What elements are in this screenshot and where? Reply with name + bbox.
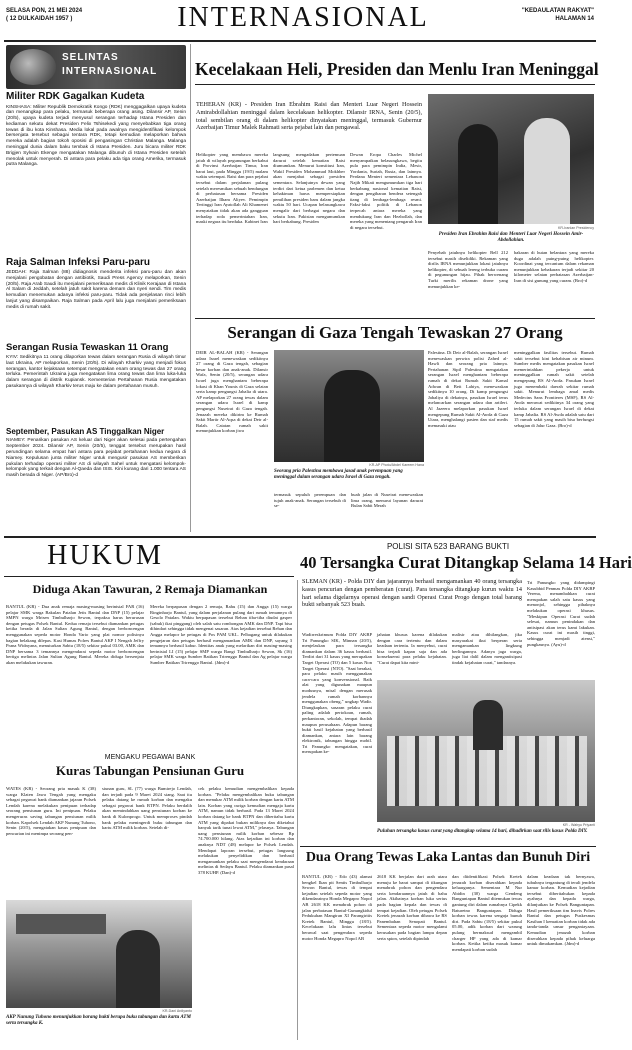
gaza-col-1: DEIR AL-BALAH (KR) - Serangan udara Israel menewaskan sedikitnya 27 orang di Gaza tengah, sebagian besar korban dan anak-anak. Dilansir Wafa, Senin (20/5), serangan udara Israel juga menghantam beberapa lokasi di Khan Younis di Gaza selatan serta kamp pengungsi Jabalia di utara. AP melaporkan 27 orang tewas dalam serangan udara Israel di kamp pengungsi Nuseirat di Gaza tengah. Jenazah mereka dikirim ke Rumah Sakit Martir Al-Aqsa di dekat Deir al-Balah. Catatan rumah sakit menunjukkan korban jiwa (196, 350, 268, 434)
curat-photo-caption: Puluhan tersangka kasus curat yang ditangkap selama 14 hari, dihadirkan saat rilis kasus Polda DIY. (377, 829, 588, 834)
curat-photo (377, 680, 595, 822)
selintas-1-body: KINSHASA: Militer Republik Demokratik Kongo (RDK) menggagalkan upaya kudeta dan menangkap para pelaku, termasuk beberapa orang asing. Dilansir AP, Senin (20/5), upaya kudeta terjadi menyusul serangan terhadap Istana Presiden dan kediaman sekutu dekat Presiden Felix Tshisekedi yang menyebabkan tiga orang tewas di ibu kota Kinshasa. Media lokal pada awalnya mengidentifikasi kelompok bersenjata tersebut sebagai tentara RDK, tetapi kemudian melaporkan bahwa mereka adalah bagian tokoh oposisi di pengasingan Christian Malanga. Malanga meninggal dunia dalam baku tembak di Istana Presiden. Juru bicara militer RDK Brigjen Sylvain Ekenge mengatakan Malanga dibunuh di Istana Presiden setelah menolak untuk menyerah. Di antara para pelaku ada tiga orang Amerika, termasuk putra Malanga. (6, 104, 186, 168)
selintas-2-body: JEDDAH: Raja Salman (88) didiagnosis menderita infeksi paru-paru dan akan menjalani pengobatan dengan antibiotik, Saudi Press Agency melaporkan, Senin (20/5). Raja Arab Saudi itu menjalani pemeriksaan medis di Klinik Kerajaan di Istana Al Salam di Jeddah, setelah jatuh sakit karena demam dan nyeri sendi. Tim medis kemudian menemukan adanya infeksi paru-paru. Tidak ada penjelasan rinci lebih lanjut yang disampaikan. Raja Salman pada April lalu juga menjalani pemeriksaan medis di rumah sakit. (6, 270, 186, 310)
tabungan-photo (6, 900, 192, 1008)
hukum-title-rule (4, 576, 294, 577)
section-title: INTERNASIONAL (177, 2, 429, 33)
tabungan-headline: Kuras Tabungan Pensiunan Guru (55, 763, 245, 778)
curat-col-1: Wadirreskrimum Polda DIY AKBP Tri Panungko SIK, Minnan (20/5), menjelaskan para tersangka diamankan dalam 36 kasus berhasil. Terdiri dari 31 kasus yang merupakan Target Operasi (TO) dan 5 kasus Non Target Operasi (NTO). "Saat berakai, para pelaku masih menggunakan cara-cara yang konvensional. Baik alat yang digunakan maupun modusnya, misal dengan merusak jendela rumah korbannya menggunakan obeng," ungkap Wadir. Diungkapkan, sasaran pelaku curat paling adalah pertokoan, rumah, perkantoran, sekolah, tempat ibadah maupun perusahaan. Adapun barang bukti hasil kejahatan yang berhasil diamankan, antara lain barang elektronik, tabungan hingga mobil. Tri Panungko mengatakan, curat merupakan ke- (302, 632, 372, 755)
photo-figure-left (458, 124, 498, 224)
tabungan-photo-caption: AKP Nunung Tuhono menunjukkan barang bukti berupa buku tabungan dan kartu ATM serta tersangka K. (6, 1015, 191, 1026)
laka-top-rule (300, 846, 596, 847)
curat-photo-officer (473, 700, 503, 750)
curat-headline: 40 Tersangka Curat Ditangkap Selama 14 Hari (300, 553, 632, 572)
main-headline: Kecelakaan Heli, Presiden dan Menlu Iran Meninggal (195, 59, 599, 79)
gaza-photo-figure (324, 370, 380, 462)
gaza-col-2: termasuk sepuluh perempuan dan tujuh anak-anak. Serangan tersebuh di se- (274, 492, 346, 509)
gaza-col-2b: buah jalan di Nuseirat menewaskan lima orang, menurut layanan darurat Bulan Sabit Merah (351, 492, 423, 509)
masthead-page-number: HALAMAN 14 (555, 16, 594, 22)
selintas-4-body: NIAMEY: Penarikan pasukan AS keluar dari Niger akan selesai pada pertengahan September 2024. Dilansir AP, Senin (20/5), tenggat tersebut merupakan hasil perundingan selama empat hari antara para pejabat pertahanan kedua negara di Niamey. Kepulusan junta militer Niger untuk mengusir pasukan AS memberikan pukulan terhadap operasi militer AS di wilayah Sahel untuk mengatasi kelompok-kelompok yang terkait dengan Al-Qaeda dan ISIS. Kini kurang dari 1.000 tentara AS masih berada di Niger. (AP/Bro)-d (6, 438, 186, 479)
main-photo-credit: KR-Iranian Presidency (558, 226, 594, 230)
tabungan-col-3: cek pelaku kemudian mengembalikan kepada korban. "Pelaku mengembalikan buku tabungan dan menukar ATM milik korban dengan kartu ATM lain. Korban yang curiga kemudian mengaja kartu ATM, namun tidak berhasil. Pada 13 Maret 2024 korban datang ke bank BTPN dan diberitahu kartu ATM yang dipakai bukan miliknya dan diketahui banyak tarik tunai lewat ATM," jelasnya. Tabungan uang pensiunan milik korban sebesar Rp 74.700.000 hilang. Atas kejadian ini korban dan anaknya NDT (48) melapor ke Polsek Lendah. Mendapat laporan tersebut, petugas langsung melakukan penyelidikan dan berhasil mengamankan pelaku saat mengendarai kendaraan melintas di Sedayu Bantul. Pelaku diamankan pasal 378 KUHP. (Dan)-d (198, 786, 294, 875)
main-col-3: Dewan Eropa Charles Michel menyampaikan belasungkawa, begitu pula para pemimpin India, Mesir, Yordania, Suriah, Rusia, dan lainnya. Perdana Menteri sementara Lebanon Najib Mikati mengumumkan tiga hari berkabung nasional kematian Raisi, dengan pengibaran bendera setengah tiang di lembaga-lembaga resmi. Faksi-faksi politik di Lebanon terpecah antara mereka yang mendukung Iran dan Hezbollah, dan mereka yang menentang pengaruh Iran di negara tersebut. (350, 152, 422, 230)
selintas-2-title: Raja Salman Infeksi Paru-paru (6, 256, 150, 268)
main-col-4: Penyebab jatuhnya helikopter Bell 212 tersebut masih diselidiki. Rekaman yang dirilis IRNA menunjukkan lokasi jatuhnya helikopter, di sebuah lereng terbuka curam di pegunungan hijau. Pihak berwenang Turki merilis rekaman drone yang menunjukkan ke- (428, 250, 508, 289)
selintas-3-title: Serangan Rusia Tewaskan 11 Orang (6, 342, 169, 353)
laka-col-4: dalam keadaan tak bernyawa, tubuhnya tergantung di terali jendela kamar korban. Kemudian kejadian tersebut diberitahukan kepada ayahnya dan kepada warga, dilanjutkan ke Polsek Banguntapan. Hasil pemeriksaan tim Inavis Polres Bantul dan petugas Puskesmas Kasihan I kematian korban tidak ada tanda-tanda unsur penganiayaan. Kemudian jenazah korban diserahkan kepada pihak keluarga untuk dimakamkan. (Jdm)-d (527, 874, 595, 947)
main-end-rule (195, 318, 595, 319)
curat-lead: SLEMAN (KR) - Polda DIY dan jajarannya berhasil mengamankan 40 orang tersangka kasus pencurian dengan pemberatan (curat). Para tersangka ditangkap kurun waktu 14 hari selama digelarnya operasi dengan sandi Operasi Curat Progo dengan total barang bukti sebanyak 523 buah. (302, 578, 522, 609)
gaza-headline: Serangan di Gaza Tengah Tewaskan 27 Orang (227, 323, 563, 342)
main-headline-rule (195, 84, 595, 85)
main-lead: TEHERAN (KR) - Presiden Iran Ebrahim Raisi dan Menteri Luar Negeri Hossein Amirabdollahian meninggal dalam kecelakaan helikopter. Dilansir IRNA, Senin (20/5), total sembilan orang di dalam helikopter dinyatakan meninggal, termasuk Gubernur Azerbaijan Timur Malek Rahmati serta pejabat lain dan pengawal. (196, 101, 422, 132)
hukum-section-title: HUKUM (47, 540, 163, 571)
gaza-photo-caption: Seorang pria Palestina membawa jasad anak perempuan yang meninggal dalam serangan udara Israel di Gaza tengah. (274, 469, 403, 480)
globe-icon (10, 49, 56, 85)
main-col-1: Helikopter yang membawa mereka jatuh di wilayah pegunungan berkabut di Provinsi Azerbaijan Timur, Iran barat laut, pada Minggu (19/5) malam waktu setempat. Raisi dan para pejabat tersebut dalam perjalanan pulang setelah meresmikan sebuah bendungan di perbatasan bersama Presiden Azerbaijan Ilham Aliyev. Pemimpin Tertinggi Iran Ayatollah Ali Khamenei menyatakan tidak akan ada gangguan terhadap roda pemerintahan Iran, maski negara itu berduka. Kabinet Iran (196, 152, 268, 225)
curat-col-3: malisir atau dihilangkan, jika masyarakat ikut berperan serta mengamankan lingkung berlingannya. Adanya jaga warga, juga liat dalil dalam mengantisipasi tindak kejahatan curat," tandasnya. (452, 632, 522, 665)
tawuran-headline: Diduga Akan Tawuran, 2 Remaja Diamankan (32, 582, 268, 596)
gaza-col-3: Palestina. Di Deir al-Balah, serangan Israel menewaskan perwira polisi Zahed al-Hawli dan seorang pria lainnya. Pertahanan Sipil Palestina mengatakan serangan Israel menghantam beberapa rumah di dekat Rumah Sakit Kamal Adwan di Beit Lahiya, menewaskan sedikitnya 10 orang. Di kamp pengungsi Jabaliya di dekatnya, pasukan Israel terus melancarkan serangan udara dan artileri. Al Jazeera melaporkan pasukan Israel mengepung Rumah Sakit Al-Awda di Gaza Utara, menghalangi pasien dan staf medis memasuki atau (428, 350, 508, 428)
curat-photo-credit: KR - Wahyu Priyanti (562, 823, 595, 827)
masthead-date-line2: ( 12 DULKAIDAH 1957 ) (6, 16, 73, 22)
selintas-divider (190, 44, 191, 532)
main-col-2: langsung mengadakan pertemuan darurat setelah kematian Raisi diumumkan. Menurut konstitusi Iran, Wakil Presiden Mohammad Mokhber akan menjabat sebagai presiden sementara. Selanjutnya dewan yang terdiri dari ketua parlemen dan ketua kehakiman harus mempersiapkan pemilihan presiden baru dalam jangka waktu 50 hari. Ucapan belasungkawa mengalir dari berbagai negara dan sekutu Iran. Pakistan mengumumkan hari berkabung. Presiden (273, 152, 345, 225)
laka-col-1: BANTUL (KR) - Edo (43) alamat bengkel Ikan pit Sentis Timbulharjo Sewon Bantul, tewas di tempat kejadian setelah sepeda motor yang dikendarainya Honda Megapro Nopol AB 2618 KK menabrak pohon di jalan perbatasan Bantul-Gunungkidul Pedukuhan Mangiran XI Parangtritis Kretek Bantul, Minggu (18/5). Kecelakaan lalu lintas tersebut berawal saat pengendara sepeda motor Honda Megapro Nopol AB (302, 874, 372, 941)
laka-headline: Dua Orang Tewas Laka Lantas dan Bunuh Diri (305, 850, 591, 865)
curat-kicker: POLISI SITA 523 BARANG BUKTI (386, 542, 510, 551)
tawuran-col-1: BANTUL (KR) - Dua anak remaja masing-masing berinisial FAR (16) pelajar SMK warga Bakulan Patalan Jetis Bantul dan DNP (15) pelajar SMPN warga Mrisen Timbulharjo Sewon, terpaksa harus berurusan dengan petugas Polsek Bantul. Kedua remaja tersebut diamankan petugas ketika berada di Jalan Sultan Agung Bantul, dengan berboncengan menggunakan sepeda motor Honda Vario yang plat nomor polisinya bagian belakang dilepas. Kasi Humas Polres Bantul AKP I Nengah Jeffry Prana Widnyana, menuturkan Sabtu (18/5) sekitar pukul 03.00, AMK dan DNP bersama 3 temannya mengendarai sepeda motor berboncengan bertiga melintas Jalan Sultan Agung Bantul. Mereka diduga bersenjata akan melakukan tawuran. (6, 604, 144, 665)
curat-col-2: jahatan khusus karena dilakukan dengan cara tertentu dan dalam keadaan tertentu. Ia menyebut, curat bisa terjadi kapan saja dan ada konsekuensi para pelaku kejahatan. "Curat dapat kita mini- (377, 632, 447, 665)
hukum-top-rule (4, 536, 596, 538)
hukum-divider (297, 580, 298, 1040)
gaza-photo (274, 350, 424, 462)
gaza-col-4: meninggalkan fasilitas tersebut. Rumah sakit tersebut kini kehabisan air minum. Sumber medis mengatakan pasukan Israel memerintahkan pekerja untuk meninggalkan rumah sakit setelah mengepung RS Al-Awda. Pasukan Israel juga menembaki daerah sekitar rumah sakit. Menurut lembaga amal medis Medecins Sans Frontieres (MSF), RS Al-Awda merawat sedikitnya 34 orang yang terluka dalam serangan Israel di dekat kamp Jabalia. RS Al-Awda adalah satu dari 15 rumah sakit yang masih bisa berfungsi sebagian di Jalur Gaza. (Bro)-d (514, 350, 594, 428)
selintas-banner (6, 45, 186, 89)
tawuran-col-2: Mereka berpapasan dengan 2 remaja, Rahu (15) dan Angga (15) warga Ringinharjo Bantul, yang dalam perjalanan pulang dari rumah temannya di Gesolo Patalan. Waktu berpapasan tersebut Rehan tiba-tiba diudat gasper (sabuk) ikat pinggang) oleh salah satu rombongan AMK dan DNP. Tapi bisa dihindari sehingga tidak mengenai sasaran. Atas kejadian tersebut Rehan dan Angga melapor ke petugas di Pos PAM UKL. Pelbagang untuk dilakukan pengejaran dan petugas berhasil mengamankan AMK dan DNP, sayang 3 temannya berhasil kabur. Identitas anak yang melarikan diri masing-masing berinisial LI (15) pelajar SMP warga Bangi Timbulharjo Sewon, Sk (16) pelajar SMK warga Sumber Batikan Trirenggo Bantul dan Ag pelajar warga Sumber Batikan Trirenggo Bantul. (Jdm)-d (150, 604, 292, 665)
masthead-rule (4, 40, 596, 42)
tabungan-col-2: siunan guru, SL (77) warga Bumirejo Lendah, dan terjadi pada 9 Maret 2024 siang. Saat itu pelaku datang ke rumah korban dan mengaku sebagai pegawai bank BTPN. Pelaku berdalih akan memindahkan uang pensiunan korban ke bank di Kulonprogo. Untuk memproses pindah bank pelaku meningerdi buku tabungan dan kartu ATM milik korban. Setelah di- (102, 786, 192, 831)
main-col-5: bakaran di hutan belantara yang mereka duga adalah puing-puing helikopter. Koordinat yang tercantum dalam rekaman menunjukkan kebakaran terjadi sekitar 20 kilometer selatan perbatasan Azerbaijan-Iran di sisi gunung yang curam. (Bro)-d (514, 250, 594, 283)
tabungan-col-1: WATES (KR) - Seorang pria masuk K (38) warga Klaten Jawa Tengah yang mengaku sebagai pegawai bank diamankan jajaran Polsek Lendah karena melakukan penipuan terhadap seorang pensiunan guru. Ini penipuan. Pelaku mengeruras saving tabungan pensiunan milik korban. Kapolsek Lendah AKP Nunung Tuhono, Senin (20/5), mengatakan kasus penipuan dan pencurian ini menimpa seorang pen- (6, 786, 96, 836)
tabungan-photo-credit: KR-Dani Ardiyanto (162, 1009, 192, 1013)
masthead-date (6, 7, 146, 23)
laka-col-3: dan diidentifikasi Polsek Kretek jenazah korban diserahkan kepada keluarganya. Sementara M Nur Abidin (30) warga Gendeng Banguntapan Bantul ditemukan tewas gantung diri dalam rumahnya Cipekk Baturetno Banguntapan. Diduga korban tewas karena sengaja bunuh diri. Pada Sabtu (18/5) sekitar pukul 05.00, adik korban dari warung pulang bermaksud mengambil charger HP yang ada di kamar korban. Ketika ketika masuk kamar mendapati korban sudah (452, 874, 522, 952)
masthead-paper-name: "KEDAULATAN RAKYAT" (521, 8, 594, 14)
main-photo-caption: Presiden Iran Ebrahim Raisi dan Menteri Luar Negeri Hossein Amir-Abdollahian. (438, 232, 584, 243)
selintas-4-title: September, Pasukan AS Tinggalkan Niger (6, 426, 165, 436)
selintas-column (6, 92, 186, 518)
selintas-label-1: SELINTAS (62, 52, 119, 63)
gaza-photo-credit: KR-AP Photo/Abdel Kareem Hana (369, 463, 424, 467)
tabungan-photo-figure (116, 930, 160, 1008)
tabungan-kicker: MENGAKU PEGAWAI BANK (104, 754, 196, 761)
selintas-1-title: Militer RDK Gagalkan Kudeta (6, 91, 145, 102)
photo-figure-right (524, 118, 570, 224)
masthead-date-line1: SELASA PON, 21 MEI 2024 (6, 8, 83, 14)
tabungan-photo-banner (16, 914, 106, 934)
masthead-paper (470, 7, 594, 23)
laka-col-2: 2618 KK berjalan dari arah utara menuju ke barat sampai di tikungan menabrak pohon dan pengendara serta kendaraannya jatuh di bahu jalan. Akibatnya korban luka serius pada bagian kepala dan tewas di tempat kejadian. Oleh petugas Polsek Kretek jenazah korban dibawa ke RS Panembahan Senopati Bantul. Sementara sepeda motor mengalami kerusakan pada bagian lampu depan serta spion, setelah dipindah (377, 874, 447, 941)
selintas-3-body: KYIV: Sedikitnya 11 orang dilaporkan tewas dalam serangan Rusia di wilayah timur laut Ukraina, AP melaporkan, Senin (20/5). Di wilayah Kharkiv yang menjadi fokus serangan, kantor kejaksaan setempat mengatakan enam orang tewas dan 27 orang terluka. Pemerintah Ukraina juga mengatakan lima orang tewas dan lima luka-luka dalam serangan di distrik Kupiansk. Kementerian Pertahanan Rusia mengatakan pasukannya di wilayah Kharkiv terus maju ke dalam pertahanan musuh. (6, 354, 186, 389)
selintas-label-2: INTERNASIONAL (62, 66, 158, 77)
curat-col-4: Tri Panungko yang didampingi Kasubbid Penmas Polda DIY AKBP Verena, menambahkan curat merupakan salah satu kasus yang menonjol, sehingga pihaknya melakukan operasi khusus. "Meskipun Operasi Curat sudah selesai, namun penindakan dan antisipasi akan terus kami lakukan. Kasus curat ini masih tinggi, sehingga menjadi atensi," pungkasnya. (Ayu)-d (527, 580, 595, 647)
main-photo (428, 94, 594, 224)
